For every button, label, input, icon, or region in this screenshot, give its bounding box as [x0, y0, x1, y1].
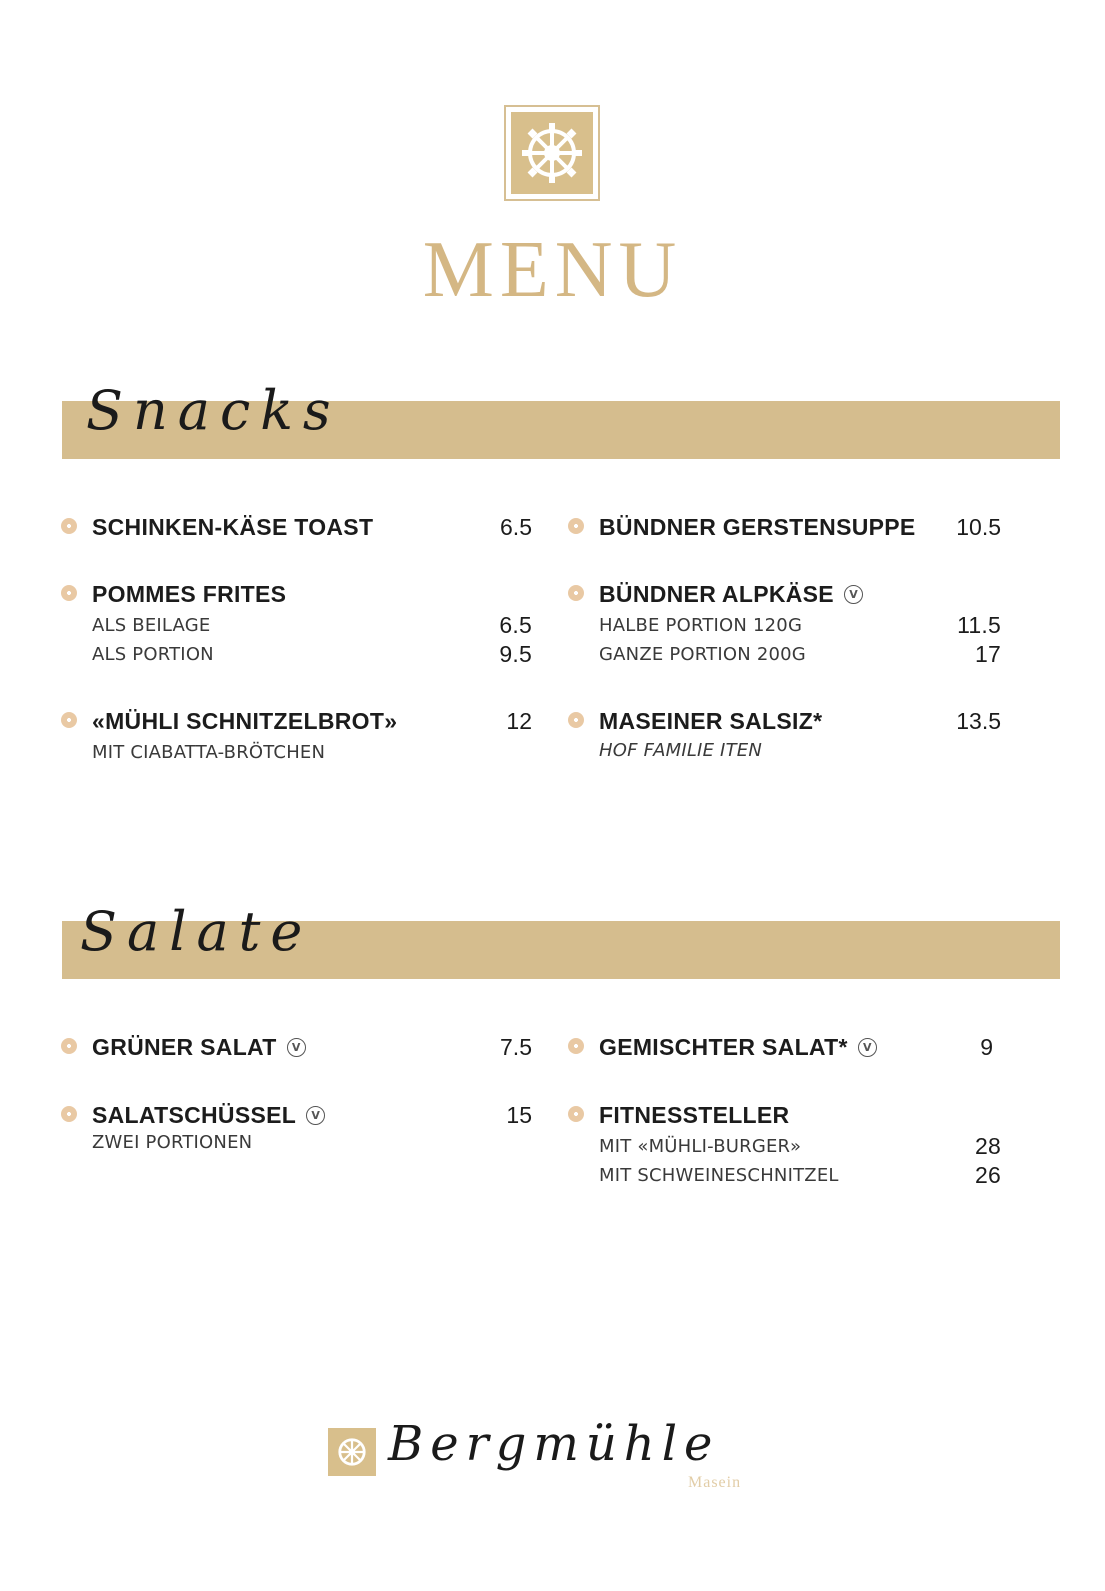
bullet-icon [568, 1038, 584, 1054]
item-name: «MÜHLI SCHNITZELBROT» [92, 708, 398, 734]
item-name: POMMES FRITES [92, 581, 287, 607]
item-option: ALS BEILAGE [92, 615, 211, 636]
bullet-icon [568, 518, 584, 534]
item-price: 12 [506, 708, 532, 734]
vegetarian-icon: V [844, 585, 863, 604]
menu-item [599, 581, 1001, 669]
menu-item [92, 708, 532, 767]
section-title-salate: Salate [80, 900, 313, 963]
menu-item [92, 1102, 532, 1157]
item-description: ZWEI PORTIONEN [92, 1132, 253, 1153]
logo-top [504, 105, 600, 201]
item-name: BÜNDNER ALPKÄSE [599, 581, 834, 607]
item-name: GRÜNER SALAT [92, 1034, 277, 1060]
bullet-icon [568, 585, 584, 601]
item-price: 13.5 [956, 708, 1001, 734]
bullet-icon [568, 1106, 584, 1122]
item-name: MASEINER SALSIZ* [599, 708, 823, 734]
vegetarian-icon: V [306, 1106, 325, 1125]
mill-wheel-icon [328, 1428, 376, 1476]
menu-item [92, 1034, 532, 1060]
item-description: MIT CIABATTA-BRÖTCHEN [92, 742, 326, 763]
page-title: MENU [422, 226, 683, 314]
item-name: BÜNDNER GERSTENSUPPE [599, 514, 916, 540]
vegetarian-icon: V [287, 1038, 306, 1057]
item-option: MIT SCHWEINESCHNITZEL [599, 1165, 839, 1186]
item-name: SALATSCHÜSSEL [92, 1102, 297, 1128]
item-option-price: 9.5 [499, 641, 532, 667]
bullet-icon [61, 518, 77, 534]
item-option-price: 6.5 [499, 612, 532, 638]
bullet-icon [61, 585, 77, 601]
brand-name: Bergmühle [388, 1416, 720, 1472]
item-option-price: 28 [975, 1133, 1001, 1159]
item-option-price: 26 [975, 1162, 1001, 1188]
item-option: MIT «MÜHLI-BURGER» [599, 1136, 802, 1157]
item-price: 9 [980, 1034, 993, 1060]
bullet-icon [61, 1038, 77, 1054]
menu-item [599, 708, 1001, 765]
item-price: 7.5 [500, 1034, 532, 1060]
item-description: HOF FAMILIE ITEN [599, 740, 763, 761]
section-title-snacks: Snacks [86, 379, 341, 442]
brand-location: Masein [688, 1474, 742, 1491]
item-price: 6.5 [500, 514, 532, 540]
item-option: ALS PORTION [92, 644, 214, 665]
vegetarian-icon: V [858, 1038, 877, 1057]
item-name: FITNESSTELLER [599, 1102, 790, 1128]
item-name: SCHINKEN-KÄSE TOAST [92, 514, 374, 540]
item-option-price: 17 [975, 641, 1001, 667]
menu-item [92, 514, 532, 540]
item-option-price: 11.5 [957, 612, 1001, 638]
menu-item [599, 514, 1001, 540]
bullet-icon [61, 1106, 77, 1122]
item-option: HALBE PORTION 120G [599, 615, 803, 636]
item-price: 15 [506, 1102, 532, 1128]
menu-item [92, 581, 532, 669]
menu-item [599, 1102, 1001, 1190]
item-name: GEMISCHTER SALAT* [599, 1034, 848, 1060]
item-option: GANZE PORTION 200G [599, 644, 806, 665]
bullet-icon [61, 712, 77, 728]
bullet-icon [568, 712, 584, 728]
menu-item [599, 1034, 993, 1060]
mill-wheel-icon [511, 112, 593, 194]
item-price: 10.5 [956, 514, 1001, 540]
